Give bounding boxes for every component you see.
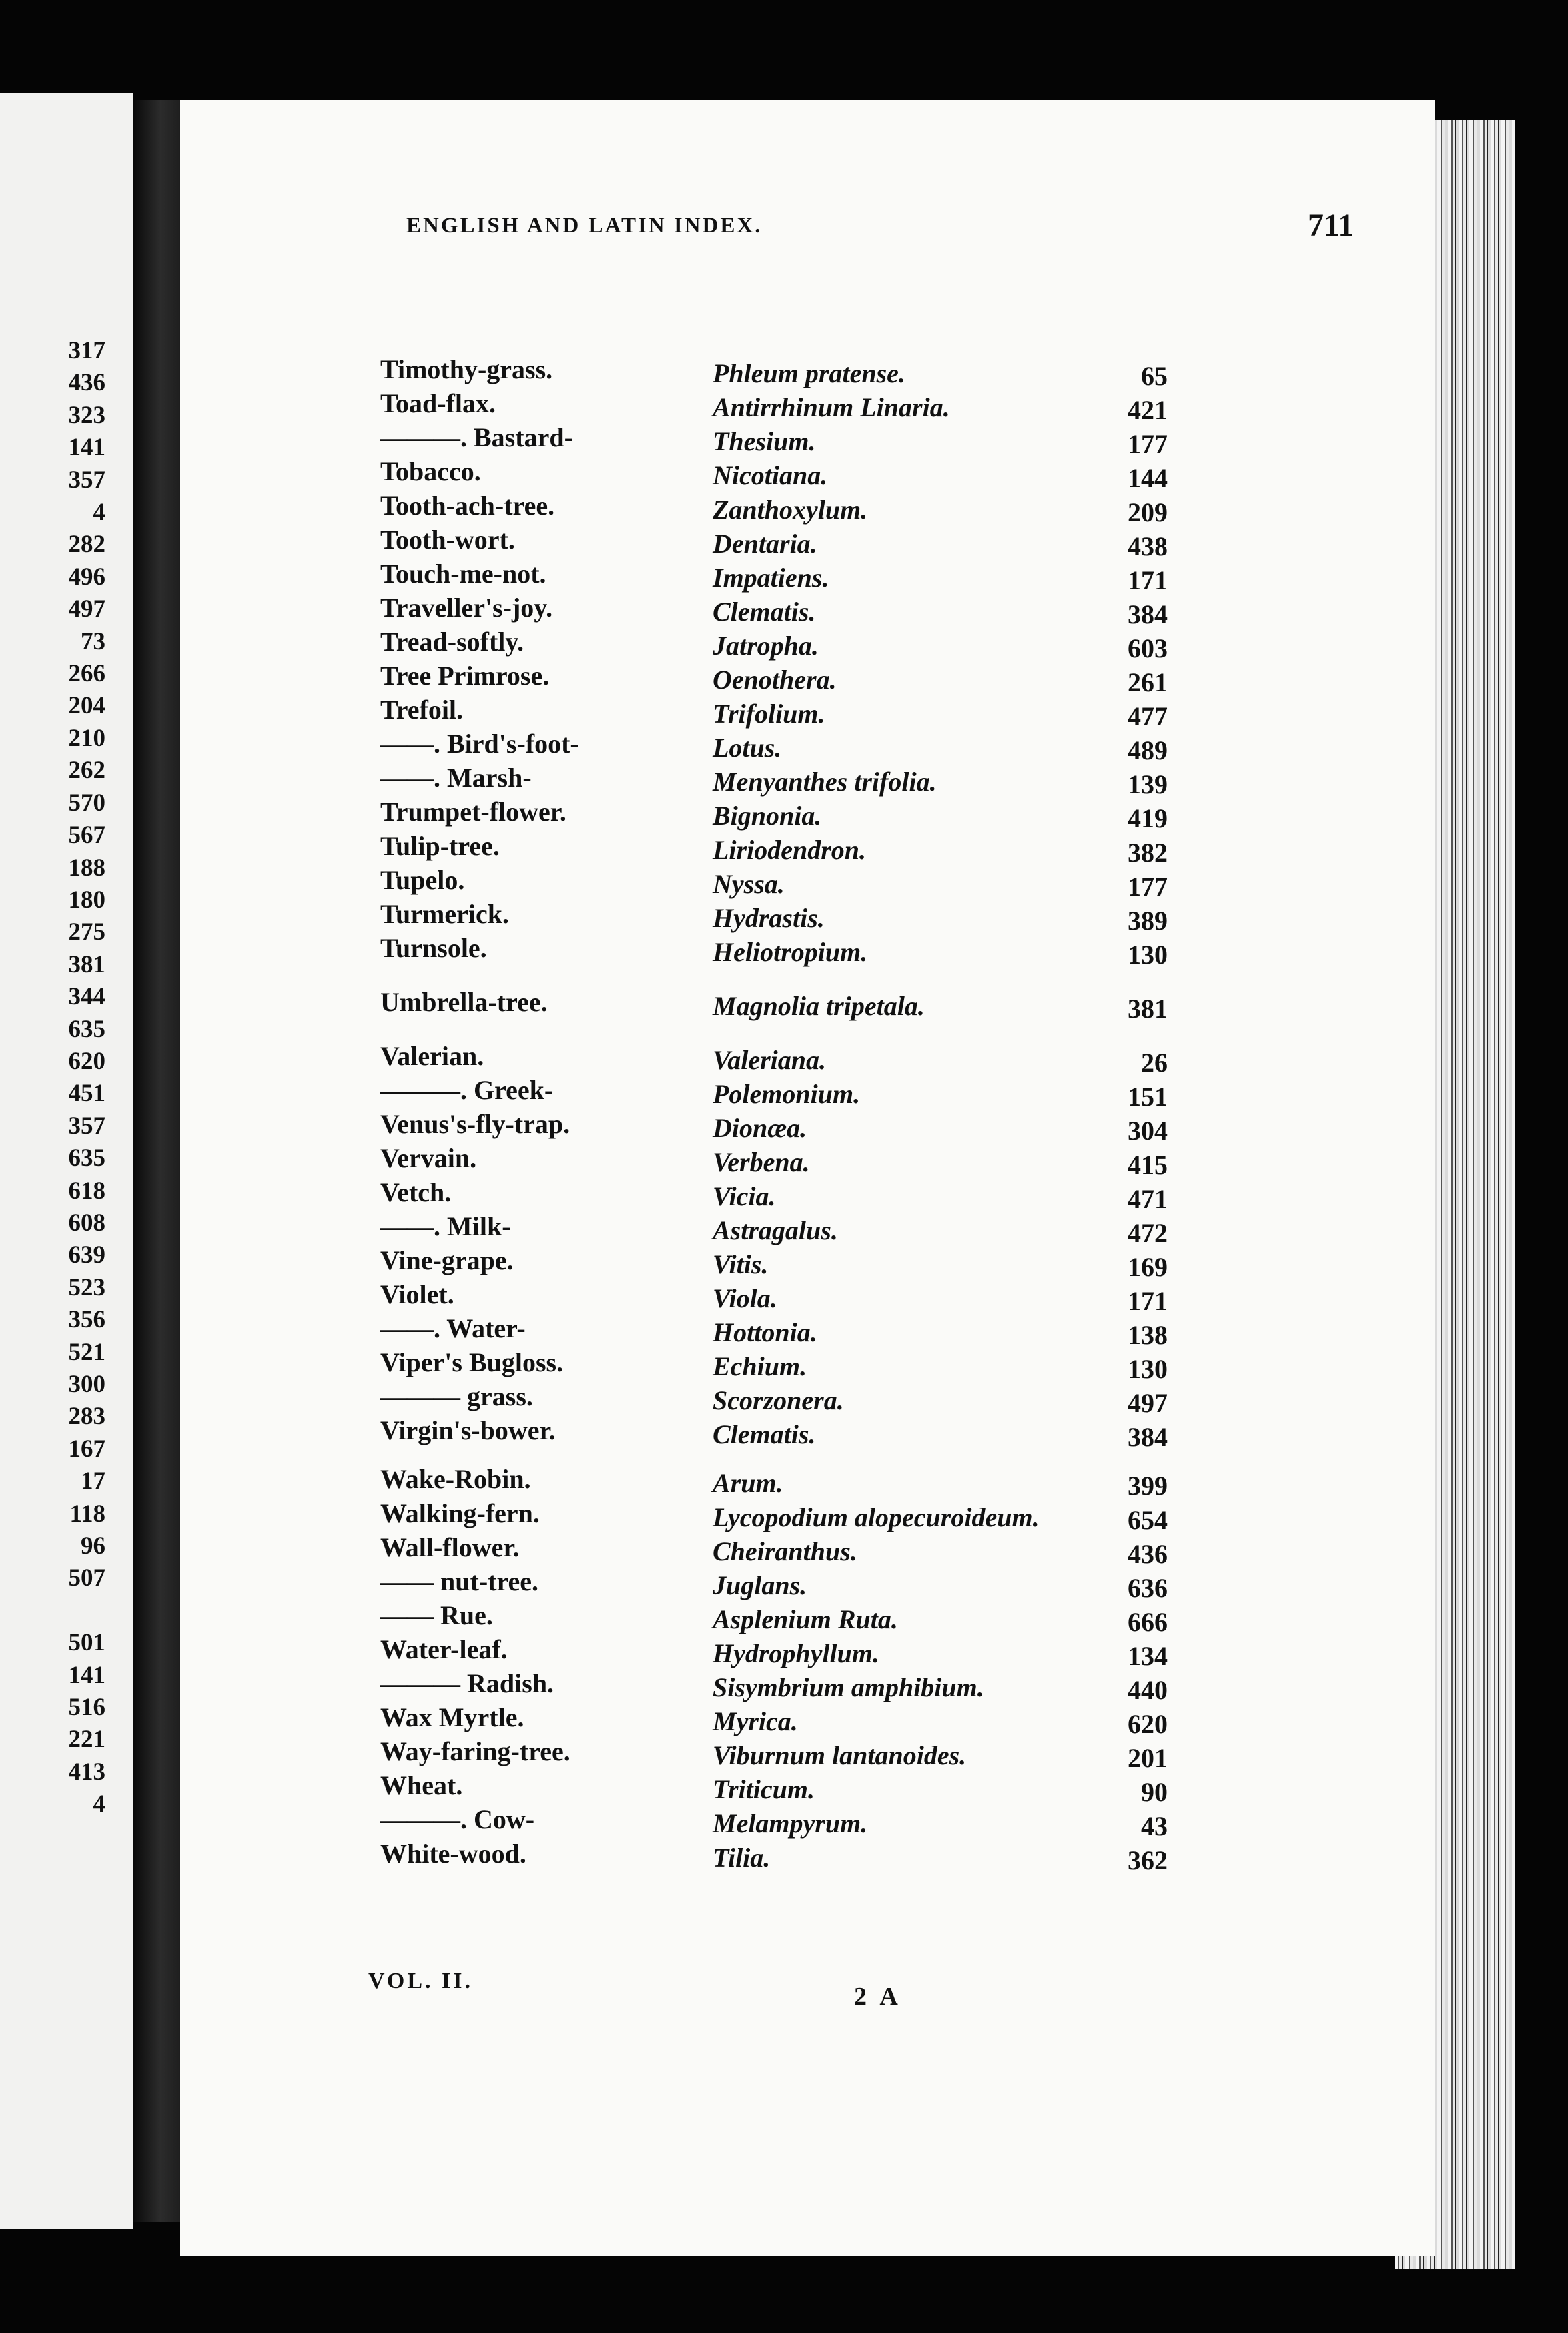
left-page-number: 497 <box>68 595 105 623</box>
left-page-number: 451 <box>68 1080 105 1108</box>
page-reference: 144 <box>1128 463 1168 493</box>
left-page-number: 188 <box>68 854 105 882</box>
latin-name: Tilia. <box>713 1843 771 1873</box>
latin-name: Vitis. <box>713 1249 769 1279</box>
index-entry <box>180 1463 1168 1501</box>
index-entry <box>180 1736 1168 1773</box>
index-entry <box>180 1804 1168 1841</box>
left-page-number: 635 <box>68 1015 105 1043</box>
left-page-number: 323 <box>68 401 105 429</box>
index-entry <box>180 932 1168 970</box>
left-page-number: 221 <box>68 1726 105 1754</box>
left-page-number: 275 <box>68 918 105 946</box>
latin-name: Viola. <box>713 1283 777 1313</box>
english-term: Valerian. <box>380 1041 484 1071</box>
latin-name: Clematis. <box>713 597 816 627</box>
index-entry <box>180 1108 1168 1146</box>
page-reference: 169 <box>1128 1252 1168 1282</box>
left-page-number: 570 <box>68 789 105 817</box>
latin-name: Viburnum lantanoides. <box>713 1740 967 1770</box>
left-page-number: 180 <box>68 886 105 914</box>
english-term: Turnsole. <box>380 933 487 963</box>
latin-name: Hottonia. <box>713 1317 817 1347</box>
left-page-number: 17 <box>81 1467 105 1495</box>
left-page-number: 507 <box>68 1564 105 1592</box>
page-reference: 26 <box>1141 1048 1168 1078</box>
page-reference: 90 <box>1141 1777 1168 1807</box>
index-entry <box>180 1279 1168 1316</box>
left-page-number: 118 <box>69 1499 105 1528</box>
index-entry <box>180 986 1168 1024</box>
latin-name: Impatiens. <box>713 563 829 593</box>
index-entry <box>180 1566 1168 1603</box>
page-reference: 436 <box>1128 1539 1168 1569</box>
english-term: Tulip-tree. <box>380 831 500 861</box>
index-entry <box>180 626 1168 663</box>
index-entry <box>180 1497 1168 1535</box>
left-page-number: 262 <box>68 757 105 785</box>
latin-name: Myrica. <box>713 1706 798 1736</box>
english-term: Umbrella-tree. <box>380 987 548 1017</box>
english-term: Vetch. <box>380 1177 452 1207</box>
index-entry <box>180 524 1168 561</box>
index-entry <box>180 1600 1168 1637</box>
left-page-number: 167 <box>68 1435 105 1463</box>
english-term: —— Rue. <box>380 1600 493 1630</box>
index-entry <box>180 1702 1168 1739</box>
latin-name: Hydrastis. <box>713 903 825 933</box>
left-page-number <box>69 1595 106 1627</box>
english-term: Wake-Robin. <box>380 1464 531 1494</box>
index-entry <box>180 422 1168 459</box>
page-reference: 421 <box>1128 395 1168 425</box>
english-term: ———. Greek- <box>380 1075 554 1105</box>
page-reference: 65 <box>1141 361 1168 391</box>
english-term: Wheat. <box>380 1770 463 1800</box>
page-reference: 654 <box>1128 1505 1168 1535</box>
index-entry <box>180 762 1168 799</box>
english-term: Way-faring-tree. <box>380 1736 570 1766</box>
english-term: Wax Myrtle. <box>380 1702 524 1732</box>
left-page-number: 516 <box>68 1694 105 1722</box>
index-entry <box>180 1770 1168 1807</box>
english-term: Turmerick. <box>380 899 509 929</box>
index-entry <box>180 1838 1168 1875</box>
signature-mark: 2 A <box>854 1983 902 2011</box>
english-term: Trumpet-flower. <box>380 797 566 827</box>
latin-name: Lotus. <box>713 733 782 763</box>
page-reference: 477 <box>1128 701 1168 731</box>
page-reference: 389 <box>1128 906 1168 936</box>
left-page-number: 283 <box>68 1403 105 1431</box>
english-term: Water-leaf. <box>380 1634 508 1664</box>
english-term: ——. Bird's-foot- <box>380 729 579 759</box>
page-reference: 304 <box>1128 1116 1168 1146</box>
latin-name: Magnolia tripetala. <box>713 991 925 1021</box>
latin-name: Antirrhinum Linaria. <box>713 392 950 422</box>
left-page-number: 356 <box>68 1306 105 1334</box>
english-term: Tooth-ach-tree. <box>380 490 555 521</box>
english-term: ———. Cow- <box>380 1804 535 1835</box>
index-entry <box>180 1177 1168 1214</box>
left-page-number: 96 <box>81 1532 105 1560</box>
english-term: Venus's-fly-trap. <box>380 1109 570 1139</box>
index-entry <box>180 490 1168 527</box>
latin-name: Arum. <box>713 1468 783 1498</box>
latin-name: Bignonia. <box>713 801 822 831</box>
english-term: Traveller's-joy. <box>380 593 553 623</box>
left-page-number: 521 <box>68 1338 105 1366</box>
page-reference: 130 <box>1128 940 1168 970</box>
page-reference: 471 <box>1128 1184 1168 1214</box>
page-reference: 171 <box>1128 565 1168 595</box>
index-entry <box>180 1415 1168 1452</box>
page-reference: 620 <box>1128 1709 1168 1739</box>
latin-name: Scorzonera. <box>713 1385 844 1415</box>
left-page-number: 608 <box>68 1209 105 1237</box>
index-entry <box>180 1074 1168 1112</box>
english-term: ——. Marsh- <box>380 763 532 793</box>
latin-name: Heliotropium. <box>713 937 868 967</box>
page-reference: 438 <box>1128 531 1168 561</box>
english-term: Vine-grape. <box>380 1245 514 1275</box>
index-page <box>180 100 1435 2256</box>
index-entry <box>180 354 1168 391</box>
latin-name: Jatropha. <box>713 631 819 661</box>
english-term: Timothy-grass. <box>380 354 553 384</box>
page-number: 711 <box>1308 208 1354 243</box>
english-term: Tooth-wort. <box>380 525 515 555</box>
index-entry <box>180 1142 1168 1180</box>
page-reference: 384 <box>1128 599 1168 629</box>
left-page-number-column <box>69 335 106 1821</box>
volume-footer: VOL. II. <box>368 1969 473 1993</box>
page-reference: 138 <box>1128 1320 1168 1350</box>
latin-name: Triticum. <box>713 1774 815 1804</box>
index-entry <box>180 558 1168 595</box>
latin-name: Phleum pratense. <box>713 358 905 388</box>
english-term: ——. Milk- <box>380 1211 511 1241</box>
latin-name: Hydrophyllum. <box>713 1638 880 1668</box>
index-entry <box>180 830 1168 868</box>
index-entry <box>180 592 1168 629</box>
left-page-number: 639 <box>68 1241 105 1269</box>
page-reference: 151 <box>1128 1082 1168 1112</box>
index-entry <box>180 1313 1168 1350</box>
english-term: ——— grass. <box>380 1381 533 1411</box>
english-term: Toad-flax. <box>380 388 496 418</box>
english-term: Trefoil. <box>380 695 464 725</box>
latin-name: Juglans. <box>713 1570 807 1600</box>
page-reference: 381 <box>1128 994 1168 1024</box>
latin-name: Zanthoxylum. <box>713 494 868 525</box>
latin-name: Asplenium Ruta. <box>713 1604 898 1634</box>
english-term: Touch-me-not. <box>380 559 546 589</box>
page-reference: 209 <box>1128 497 1168 527</box>
page-reference: 171 <box>1128 1286 1168 1316</box>
left-page-number: 618 <box>68 1177 105 1205</box>
index-entry <box>180 728 1168 765</box>
index-entry <box>180 1211 1168 1248</box>
left-page-number: 501 <box>68 1629 105 1657</box>
left-page-number: 357 <box>68 1112 105 1140</box>
left-page-number: 523 <box>68 1273 105 1301</box>
latin-name: Cheiranthus. <box>713 1536 857 1566</box>
latin-name: Oenothera. <box>713 665 837 695</box>
page-reference: 399 <box>1128 1471 1168 1501</box>
page-reference: 139 <box>1128 769 1168 799</box>
latin-name: Sisymbrium amphibium. <box>713 1672 984 1702</box>
latin-name: Polemonium. <box>713 1079 861 1109</box>
latin-name: Trifolium. <box>713 699 825 729</box>
latin-name: Clematis. <box>713 1419 816 1449</box>
index-entry <box>180 456 1168 493</box>
index-entry <box>180 1381 1168 1418</box>
latin-name: Nyssa. <box>713 869 785 899</box>
latin-name: Echium. <box>713 1351 807 1381</box>
english-term: ——— Radish. <box>380 1668 554 1698</box>
index-entry <box>180 1040 1168 1078</box>
english-term: Tread-softly. <box>380 627 524 657</box>
left-page-number: 620 <box>68 1047 105 1075</box>
left-page-number: 635 <box>68 1144 105 1173</box>
page-reference: 134 <box>1128 1641 1168 1671</box>
english-term: Viper's Bugloss. <box>380 1347 564 1377</box>
page-reference: 666 <box>1128 1607 1168 1637</box>
english-term: Vervain. <box>380 1143 477 1173</box>
page-reference: 415 <box>1128 1150 1168 1180</box>
latin-name: Astragalus. <box>713 1215 838 1245</box>
left-page-number: 4 <box>93 498 105 527</box>
page-reference: 261 <box>1128 667 1168 697</box>
latin-name: Verbena. <box>713 1147 810 1177</box>
left-page-number: 210 <box>68 724 105 752</box>
index-entry <box>180 388 1168 425</box>
page-reference: 489 <box>1128 735 1168 765</box>
latin-name: Nicotiana. <box>713 460 828 490</box>
english-term: Tupelo. <box>380 865 465 895</box>
english-term: ———. Bastard- <box>380 422 573 452</box>
english-term: Wall-flower. <box>380 1532 520 1562</box>
english-term: Tobacco. <box>380 456 481 486</box>
index-entry <box>180 1245 1168 1282</box>
index-entry <box>180 1347 1168 1384</box>
index-entry <box>180 694 1168 731</box>
left-page-number: 266 <box>68 660 105 688</box>
index-entry <box>180 898 1168 936</box>
latin-name: Vicia. <box>713 1181 776 1211</box>
english-term: White-wood. <box>380 1839 526 1869</box>
index-entry <box>180 1668 1168 1705</box>
page-reference: 362 <box>1128 1845 1168 1875</box>
left-page-number: 317 <box>68 337 105 364</box>
page-reference: 440 <box>1128 1675 1168 1705</box>
page-reference: 472 <box>1128 1218 1168 1248</box>
page-reference: 177 <box>1128 429 1168 459</box>
index-entry <box>180 660 1168 697</box>
english-term: ——. Water- <box>380 1313 526 1343</box>
latin-name: Melampyrum. <box>713 1808 868 1839</box>
running-head: ENGLISH AND LATIN INDEX. <box>406 214 763 238</box>
left-page-number: 4 <box>93 1790 105 1818</box>
english-term: Violet. <box>380 1279 454 1309</box>
latin-name: Valeriana. <box>713 1045 827 1075</box>
left-page-number: 300 <box>68 1371 105 1398</box>
left-page-number: 357 <box>68 466 105 494</box>
left-page-number: 282 <box>68 531 105 559</box>
latin-name: Dionæa. <box>713 1113 807 1143</box>
left-page-number: 413 <box>68 1758 105 1786</box>
english-term: Walking-fern. <box>380 1498 540 1528</box>
english-term: Virgin's-bower. <box>380 1415 556 1445</box>
left-page-number: 204 <box>68 692 105 720</box>
page-reference: 177 <box>1128 872 1168 902</box>
page-reference: 130 <box>1128 1354 1168 1384</box>
latin-name: Dentaria. <box>713 529 817 559</box>
left-page-number: 436 <box>68 369 105 397</box>
page-reference: 43 <box>1141 1811 1168 1841</box>
latin-name: Menyanthes trifolia. <box>713 767 937 797</box>
index-entry <box>180 796 1168 834</box>
english-term: Tree Primrose. <box>380 661 550 691</box>
page-reference: 201 <box>1128 1743 1168 1773</box>
left-page-number: 381 <box>68 950 105 978</box>
latin-name: Thesium. <box>713 426 816 456</box>
page-reference: 384 <box>1128 1422 1168 1452</box>
page-reference: 497 <box>1128 1388 1168 1418</box>
left-page-number: 496 <box>68 563 105 591</box>
index-entry <box>180 1634 1168 1671</box>
left-page-fragment <box>0 93 133 2229</box>
latin-name: Liriodendron. <box>713 835 867 865</box>
left-page-number: 141 <box>68 434 105 462</box>
left-page-number: 567 <box>68 821 105 850</box>
left-page-number: 344 <box>68 983 105 1011</box>
left-page-number: 73 <box>81 627 105 655</box>
page-reference: 419 <box>1128 803 1168 834</box>
page-reference: 603 <box>1128 633 1168 663</box>
left-page-number: 141 <box>68 1661 105 1689</box>
page-reference: 636 <box>1128 1573 1168 1603</box>
index-entry <box>180 1532 1168 1569</box>
latin-name: Lycopodium alopecuroideum. <box>713 1502 1040 1532</box>
page-reference: 382 <box>1128 838 1168 868</box>
english-term: —— nut-tree. <box>380 1566 538 1596</box>
index-entry <box>180 864 1168 902</box>
